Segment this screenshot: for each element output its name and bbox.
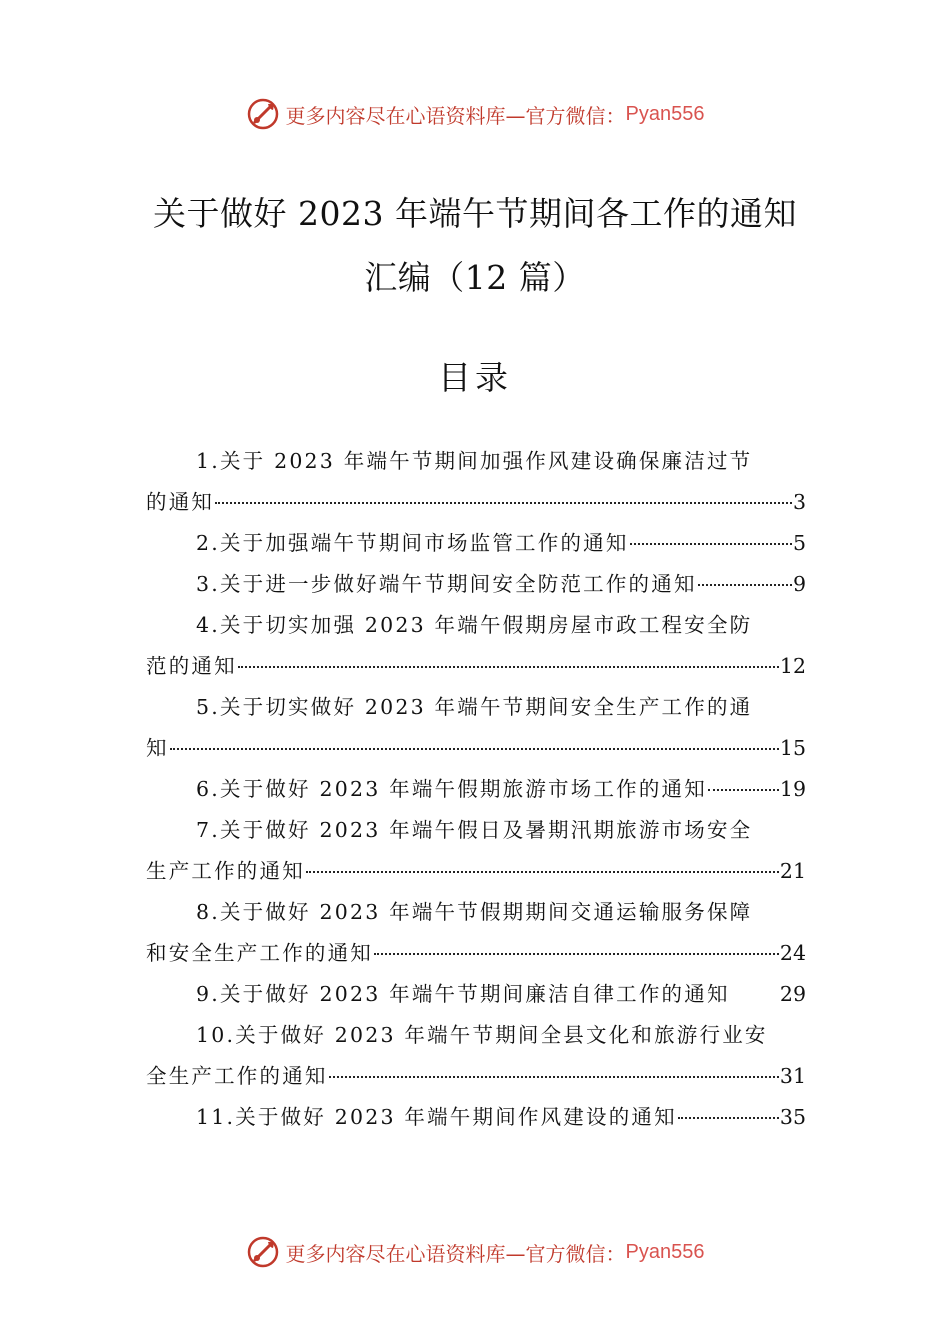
toc-entry[interactable] (146, 441, 806, 482)
toc-entry-title: 11.关于做好 2023 年端午期间作风建设的通知 (196, 1105, 677, 1129)
toc-entry-title: 的通知 (146, 490, 215, 514)
toc-heading: 目录 (438, 358, 512, 397)
toc-entry-title: 1.关于 2023 年端午节期间加强作风建设确保廉洁过节 (196, 449, 753, 473)
toc-entry-title: 4.关于切实加强 2023 年端午假期房屋市政工程安全防 (196, 613, 753, 637)
wechat-id: Pyan556 (625, 1240, 705, 1263)
toc-entry-title: 知 (146, 736, 169, 760)
dot-leader (630, 543, 792, 545)
toc-page-number: 21 (779, 859, 806, 883)
dot-leader (306, 871, 779, 873)
toc-entry[interactable] (146, 810, 806, 851)
quill-seal-icon (246, 97, 280, 131)
dot-leader (238, 666, 779, 668)
toc-page-number: 9 (792, 572, 806, 596)
toc-entry-title: 范的通知 (146, 654, 237, 678)
toc-page-number: 12 (779, 654, 806, 678)
toc-entry[interactable] (146, 1015, 806, 1056)
toc-page-number: 31 (779, 1064, 806, 1088)
wechat-id: Pyan556 (625, 102, 705, 125)
dot-leader (374, 953, 779, 955)
toc-entry-title: 生产工作的通知 (146, 859, 305, 883)
header-banner (0, 94, 950, 134)
toc-entry[interactable] (146, 687, 806, 728)
toc-entry[interactable] (146, 769, 806, 810)
toc-entry[interactable] (146, 605, 806, 646)
toc-entry-title: 8.关于做好 2023 年端午节假期期间交通运输服务保障 (196, 900, 753, 924)
toc-entry-continuation[interactable] (146, 646, 806, 687)
toc-entry-title: 9.关于做好 2023 年端午节期间廉洁自律工作的通知 (196, 982, 730, 1006)
banner-text: 更多内容尽在心语资料库—官方微信： (285, 103, 626, 128)
toc-entry-continuation[interactable] (146, 933, 806, 974)
toc-entry[interactable] (146, 892, 806, 933)
banner-text: 更多内容尽在心语资料库—官方微信： (285, 1241, 626, 1266)
document-title-line-1: 关于做好 2023 年端午节期间各工作的通知 (153, 194, 797, 233)
toc-page-number: 15 (779, 736, 806, 760)
toc-page-number: 29 (779, 982, 806, 1006)
toc-page-number: 35 (779, 1105, 806, 1129)
toc-entry[interactable] (146, 523, 806, 564)
toc-entry[interactable] (146, 564, 806, 605)
footer-banner (0, 1232, 950, 1272)
dot-leader (708, 789, 779, 791)
document-title-line-2: 汇编（12 篇） (364, 258, 586, 297)
toc-entry-continuation[interactable] (146, 482, 806, 523)
toc-entry-title: 2.关于加强端午节期间市场监管工作的通知 (196, 531, 629, 555)
dot-leader (170, 748, 779, 750)
toc-entry-title: 7.关于做好 2023 年端午假日及暑期汛期旅游市场安全 (196, 818, 753, 842)
toc-entry-title: 10.关于做好 2023 年端午节期间全县文化和旅游行业安 (196, 1023, 768, 1047)
toc-entry-title: 全生产工作的通知 (146, 1064, 328, 1088)
dot-leader (329, 1076, 779, 1078)
toc-entry-continuation[interactable] (146, 851, 806, 892)
toc-entry[interactable] (146, 974, 806, 1015)
toc-entry-title: 6.关于做好 2023 年端午假期旅游市场工作的通知 (196, 777, 707, 801)
toc-entry-continuation[interactable] (146, 1056, 806, 1097)
toc-page-number: 5 (792, 531, 806, 555)
toc-entry-title: 和安全生产工作的通知 (146, 941, 373, 965)
toc-entry[interactable] (146, 1097, 806, 1138)
toc-entry-title: 3.关于进一步做好端午节期间安全防范工作的通知 (196, 572, 697, 596)
toc-entry-continuation[interactable] (146, 728, 806, 769)
dot-leader (215, 502, 792, 504)
quill-seal-icon (246, 1235, 280, 1269)
toc-page-number: 3 (792, 490, 806, 514)
dot-leader (678, 1117, 779, 1119)
toc-page-number: 24 (779, 941, 806, 965)
dot-leader (698, 584, 792, 586)
toc-entry-title: 5.关于切实做好 2023 年端午节期间安全生产工作的通 (196, 695, 753, 719)
toc-page-number: 19 (779, 777, 806, 801)
table-of-contents (146, 441, 806, 1138)
